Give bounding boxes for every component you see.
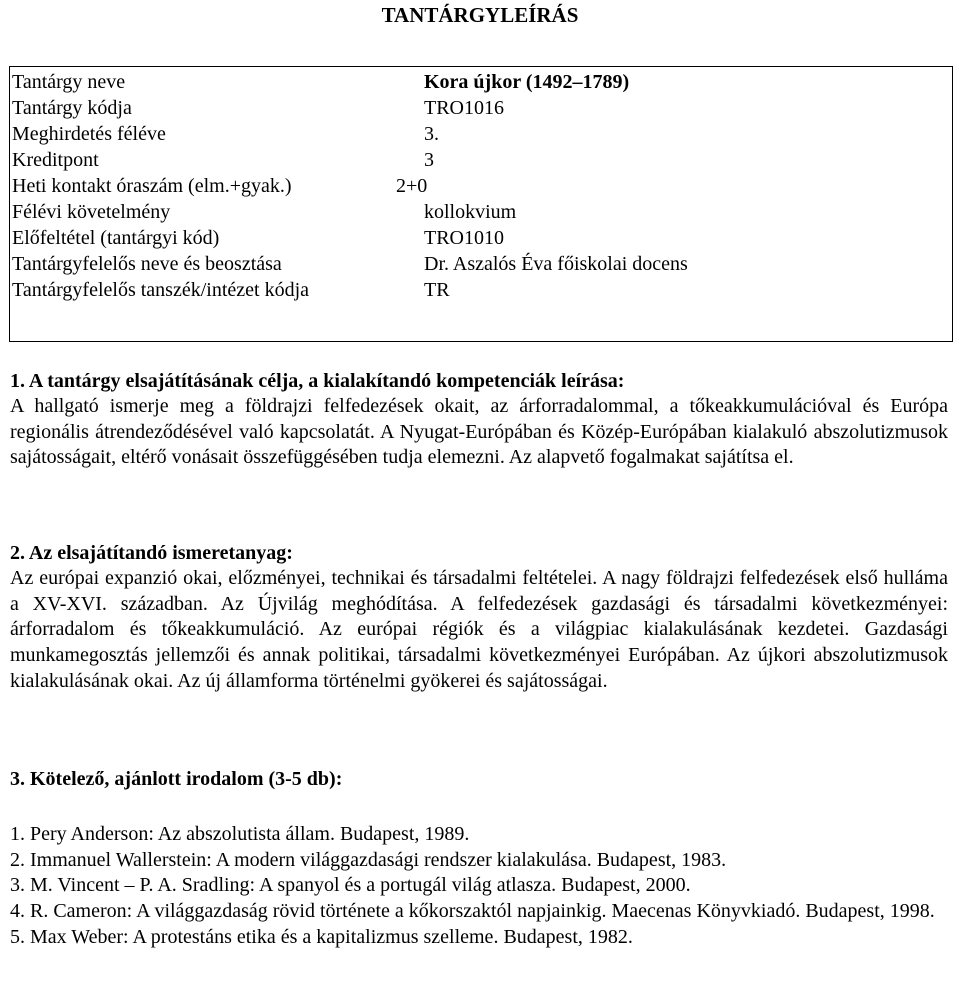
section-text: A hallgató ismerje meg a földrajzi felfedezések okait, az árforradalommal, a tőkeakkumulációval és Európa regionális átrendeződésével való kapcsolatát. A Nyugat-Európában és Közép-Európában kialakuló abszolutizmusok sajátosságait, eltérő vonásait összefüggésében tudja elemezni. Az alapvető fogalmakat sajátítsa el. xyxy=(10,395,948,469)
info-row-course-code xyxy=(10,95,952,121)
info-row-requirement xyxy=(10,199,952,225)
info-value: TRO1016 xyxy=(424,97,504,119)
info-row-semester xyxy=(10,121,952,147)
literature-list xyxy=(10,822,948,951)
literature-item: 5. Max Weber: A protestáns etika és a kapitalizmus szelleme. Budapest, 1982. xyxy=(10,925,633,948)
section-heading: 1. A tantárgy elsajátításának célja, a kialakítandó kompetenciák leírása: xyxy=(10,370,625,392)
info-label: Kreditpont xyxy=(12,149,99,171)
info-label: Tantárgyfelelős neve és beosztása xyxy=(12,253,282,275)
literature-item: 3. M. Vincent – P. A. Sradling: A spanyol és a portugál világ atlasza. Budapest, 2000. xyxy=(10,874,691,897)
info-label: Tantárgy kódja xyxy=(12,97,132,119)
info-label: Tantárgy neve xyxy=(12,71,126,93)
literature-item: 4. R. Cameron: A világgazdaság rövid története a kőkorszaktól napjainkig. Maecenas Könyvkiadó. Budapest, 1998. xyxy=(10,900,935,923)
info-row-credits xyxy=(10,147,952,173)
section-heading: 2. Az elsajátítandó ismeretanyag: xyxy=(10,542,293,564)
info-value: 3 xyxy=(424,149,434,171)
info-label: Tantárgyfelelős tanszék/intézet kódja xyxy=(12,279,310,301)
course-info-table xyxy=(9,66,953,342)
section-text: Az európai expanzió okai, előzményei, technikai és társadalmi feltételei. A nagy földrajzi felfedezések első hulláma a XV-XVI. században. Az Újvilág meghódítása. A felfedezések gazdasági és társadalmi következményei: árforradalom és tőkeakkumuláció. Az európai régiók és a világpiac kialakulásának kezdetei. Gazdasági munkamegosztás jellemzői és annak politikai, társadalmi következményei Európában. Az újkori abszolutizmusok kialakulásának okai. Az új államforma történelmi gyökerei és sajátosságai. xyxy=(10,567,948,692)
section-objectives xyxy=(10,368,948,471)
literature-item: 1. Pery Anderson: Az abszolutista állam. Budapest, 1989. xyxy=(10,823,470,845)
section-content xyxy=(10,540,948,695)
info-value: 3. xyxy=(424,123,439,145)
info-value: TR xyxy=(424,279,450,301)
literature-item: 2. Immanuel Wallerstein: A modern világgazdasági rendszer kialakulása. Budapest, 1983. xyxy=(10,848,727,871)
info-label: Félévi követelmény xyxy=(12,201,171,223)
document-title: TANTÁRGYLEÍRÁS xyxy=(381,3,579,27)
info-value: kollokvium xyxy=(424,201,517,223)
info-value: Dr. Aszalós Éva főiskolai docens xyxy=(424,253,688,275)
info-label: Heti kontakt óraszám (elm.+gyak.) xyxy=(12,175,292,197)
section-heading: 3. Kötelező, ajánlott irodalom (3-5 db): xyxy=(10,768,343,790)
info-row-course-name xyxy=(10,69,952,95)
info-row-department xyxy=(10,277,952,303)
section-literature xyxy=(10,766,948,792)
info-row-prerequisite xyxy=(10,225,952,251)
info-row-contact-hours xyxy=(10,173,952,199)
info-label: Előfeltétel (tantárgyi kód) xyxy=(12,227,220,249)
info-label: Meghirdetés féléve xyxy=(12,123,166,145)
info-value: 2+0 xyxy=(396,175,428,197)
info-value: TRO1010 xyxy=(424,227,504,249)
info-value: Kora újkor (1492–1789) xyxy=(424,71,630,93)
info-row-responsible xyxy=(10,251,952,277)
